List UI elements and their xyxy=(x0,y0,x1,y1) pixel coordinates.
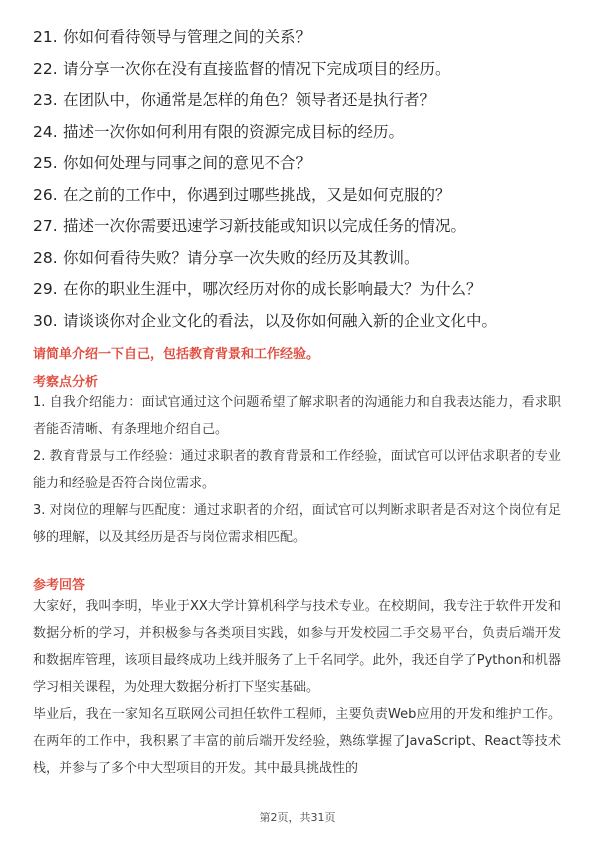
question-text: 你如何看待领导与管理之间的关系？ xyxy=(63,28,312,46)
question-item xyxy=(33,211,573,243)
question-list xyxy=(33,22,573,337)
question-item xyxy=(33,148,573,180)
question-item xyxy=(33,274,573,306)
question-text: 在之前的工作中，你遇到过哪些挑战，又是如何克服的？ xyxy=(63,185,451,204)
question-number: 27. xyxy=(33,217,58,235)
analysis-item: 1. 自我介绍能力：面试官通过这个问题希望了解求职者的沟通能力和自我表达能力，看求职者能否清晰、有条理地介绍自己。 xyxy=(33,395,561,437)
answer-heading: 参考回答 xyxy=(33,578,86,593)
question-text: 你如何看待失败？请分享一次失败的经历及其教训。 xyxy=(63,248,420,267)
question-number: 22. xyxy=(33,59,58,78)
question-number: 25. xyxy=(33,154,58,172)
answer-paragraph: 毕业后，我在一家知名互联网公司担任软件工程师，主要负责Web应用的开发和维护工作。在两年的工作中，我积累了丰富的前后端开发经验，熟练掌握了JavaScript、React等技术栈，并参与了多个中大型项目的开发。其中最具挑战性的 xyxy=(33,707,561,776)
question-number: 23. xyxy=(33,91,58,109)
question-text: 描述一次你如何利用有限的资源完成目标的经历。 xyxy=(63,122,405,141)
prompt-title: 请简单介绍一下自己，包括教育背景和工作经验。 xyxy=(33,347,320,362)
analysis-heading: 考察点分析 xyxy=(33,375,99,390)
question-number: 26. xyxy=(33,185,58,204)
question-number: 30. xyxy=(33,311,58,330)
question-item xyxy=(33,54,573,86)
question-item xyxy=(33,117,573,149)
analysis-item: 2. 教育背景与工作经验：通过求职者的教育背景和工作经验，面试官可以评估求职者的专业能力和经验是否符合岗位需求。 xyxy=(33,449,561,491)
page-footer: 第2页，共31页 xyxy=(259,811,336,824)
question-text: 请谈谈你对企业文化的看法，以及你如何融入新的企业文化中。 xyxy=(63,311,498,330)
question-item xyxy=(33,243,573,275)
question-text: 在你的职业生涯中，哪次经历对你的成长影响最大？为什么？ xyxy=(63,280,482,298)
answer-body xyxy=(33,593,561,782)
question-number: 21. xyxy=(33,28,58,46)
question-text: 在团队中，你通常是怎样的角色？领导者还是执行者？ xyxy=(63,91,436,109)
question-text: 你如何处理与同事之间的意见不合？ xyxy=(63,154,312,172)
answer-paragraph: 大家好，我叫李明，毕业于XX大学计算机科学与技术专业。在校期间，我专注于软件开发和数据分析的学习，并积极参与各类项目实践，如参与开发校园二手交易平台，负责后端开发和数据库管理，该项目最终成功上线并服务了上千名同学。此外，我还自学了Python和机器学习相关课程，为处理大数据分析打下坚实基础。 xyxy=(33,599,561,695)
analysis-item: 3. 对岗位的理解与匹配度：通过求职者的介绍，面试官可以判断求职者是否对这个岗位有足够的理解，以及其经历是否与岗位需求相匹配。 xyxy=(33,503,561,545)
question-number: 24. xyxy=(33,122,58,141)
question-text: 请分享一次你在没有直接监督的情况下完成项目的经历。 xyxy=(63,59,451,78)
question-number: 28. xyxy=(33,248,58,267)
question-item xyxy=(33,85,573,117)
question-item xyxy=(33,306,573,338)
question-text: 描述一次你需要迅速学习新技能或知识以完成任务的情况。 xyxy=(63,217,467,235)
question-number: 29. xyxy=(33,280,58,298)
analysis-list xyxy=(33,389,561,551)
question-item xyxy=(33,180,573,212)
question-item xyxy=(33,22,573,54)
